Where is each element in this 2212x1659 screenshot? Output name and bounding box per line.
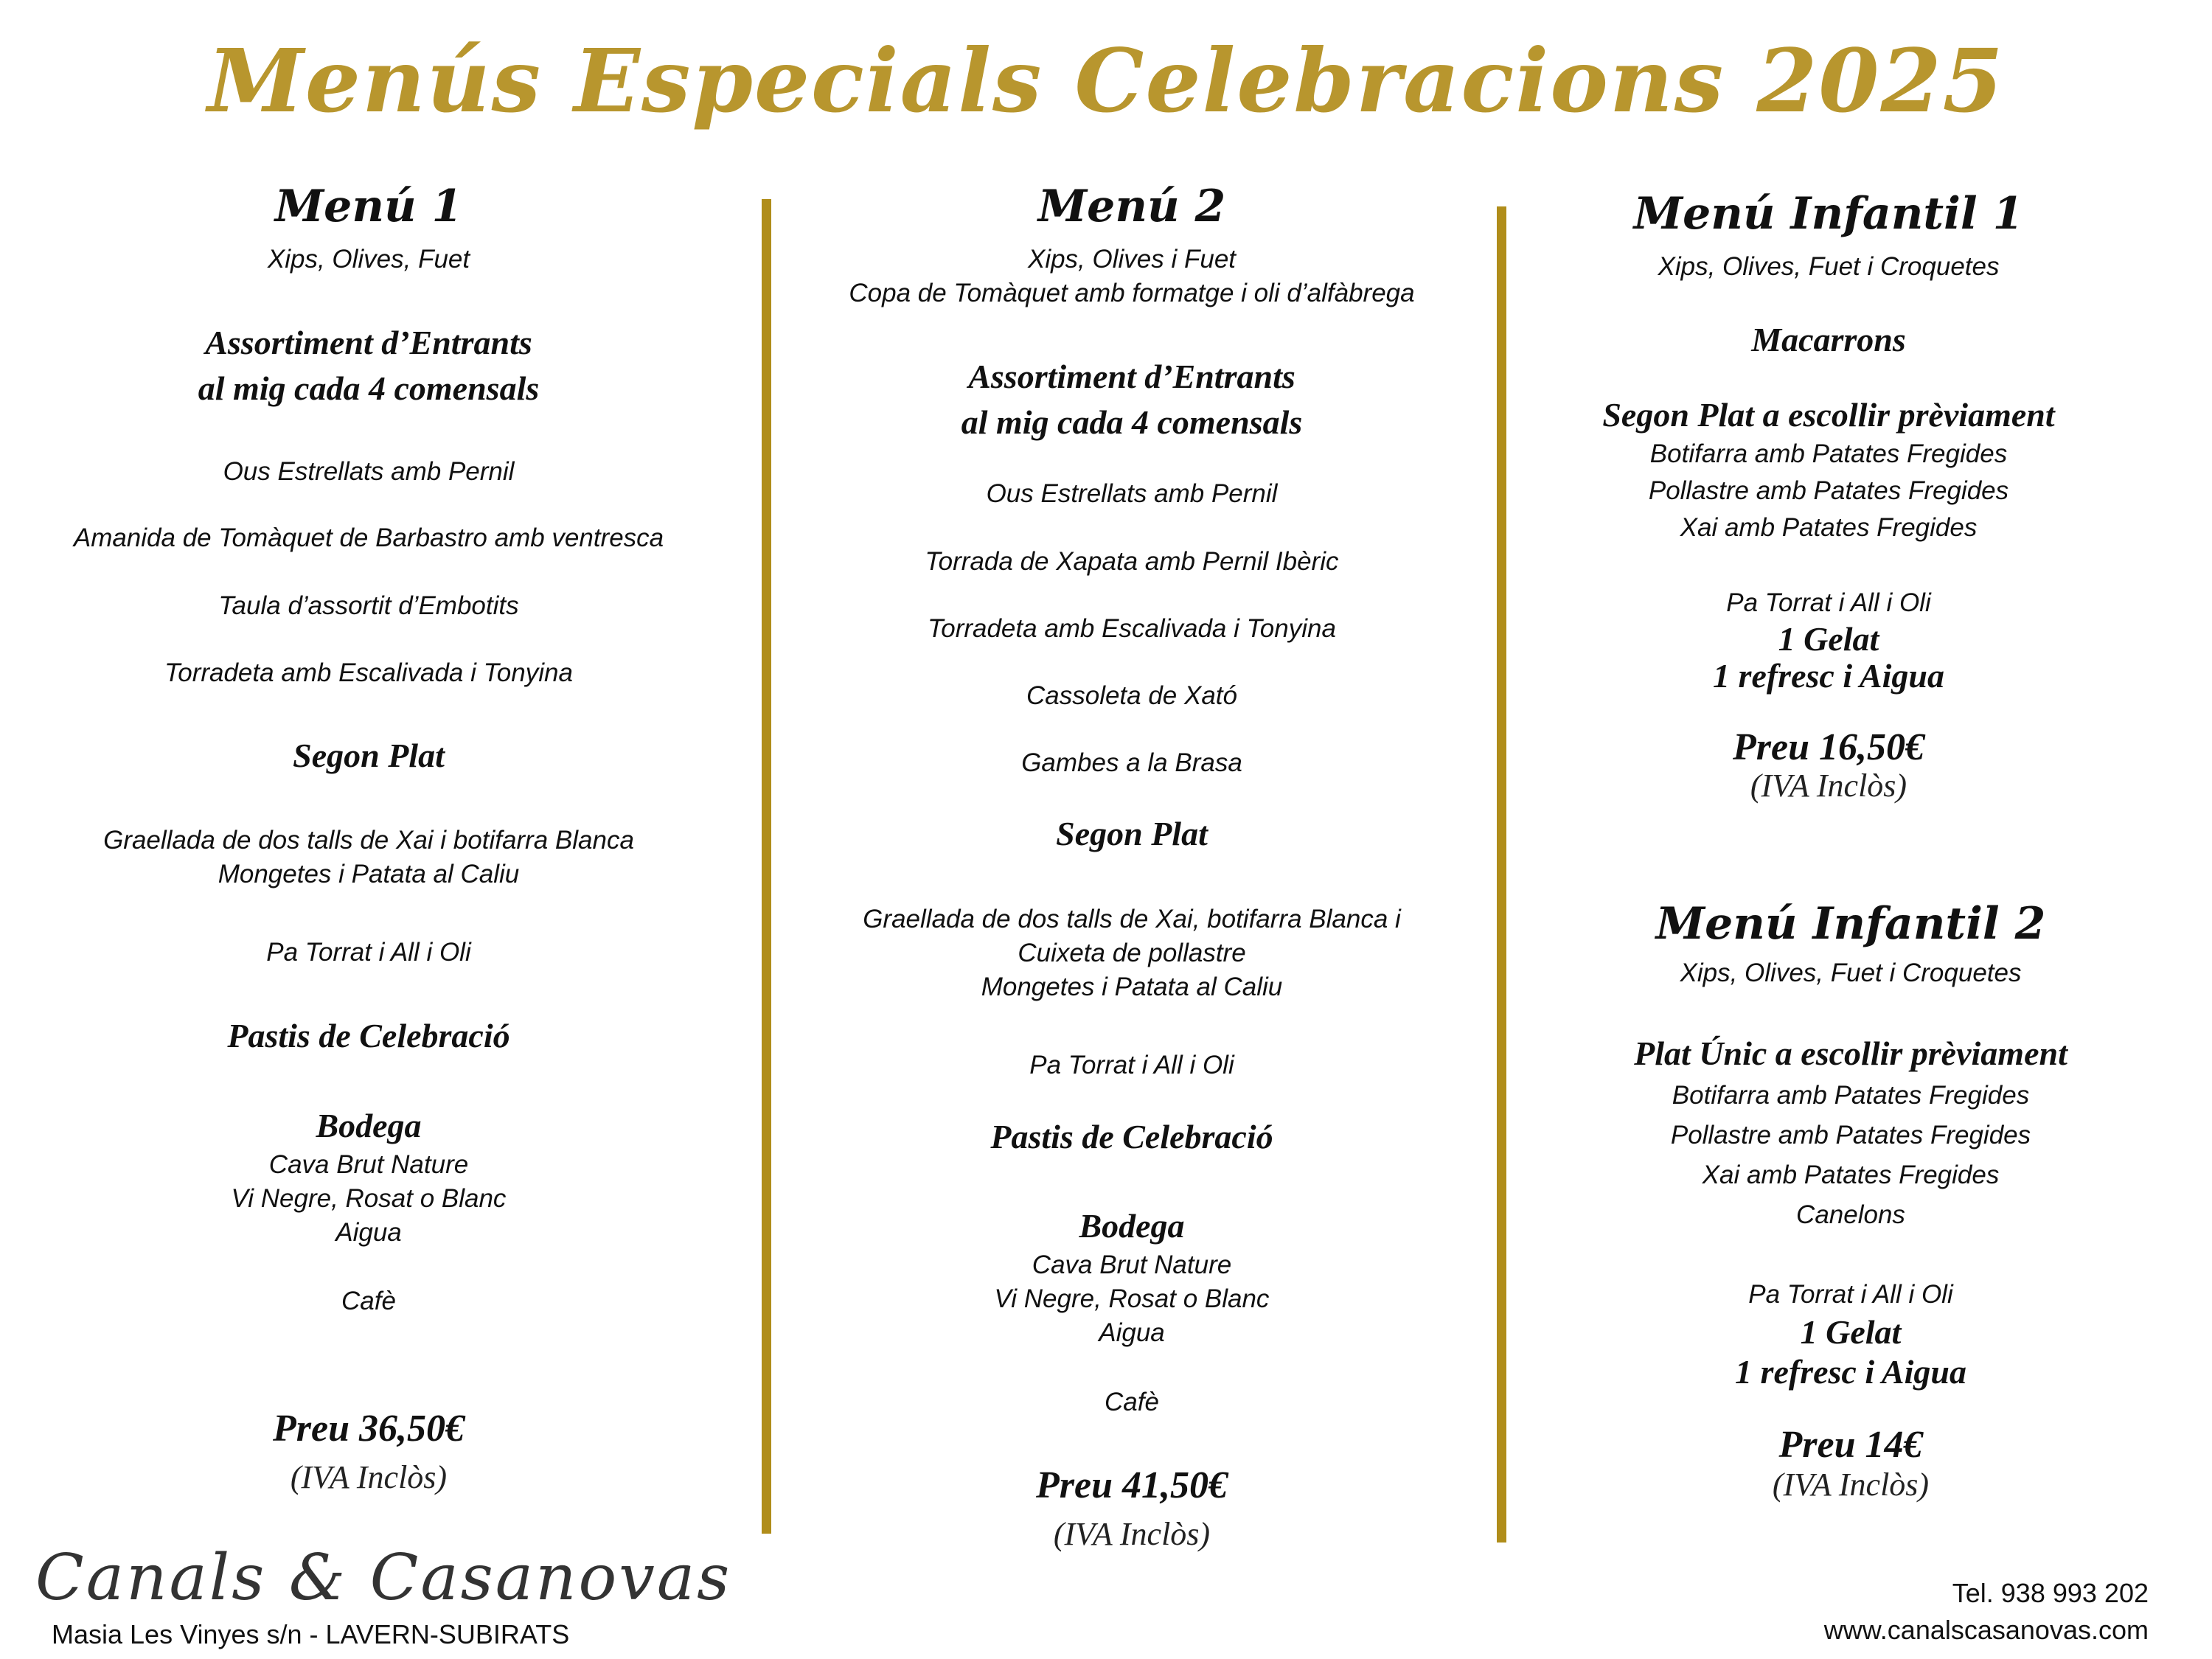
menu-2-entrant: Gambes a la Brasa [1021,748,1242,777]
menu-infantil-1-pa: Pa Torrat i All i Oli [1726,588,1931,617]
menu-infantil-2-price: Preu 14€ [1778,1424,1923,1466]
menu-2-iva: (IVA Inclòs) [1053,1516,1211,1552]
menu-2-entrant: Cassoleta de Xató [1026,681,1237,710]
menu-2-bodega-item: Cava Brut Nature [1032,1251,1232,1279]
menu-infantil-2-plat-item: Canelons [1796,1200,1905,1229]
website-link[interactable]: www.canalscasanovas.com [1823,1615,2149,1645]
menu-1-iva: (IVA Inclòs) [290,1459,448,1495]
brand-logo: Canals & Casanovas [35,1541,732,1615]
column-divider-right [1497,206,1506,1543]
menu-infantil-1-gelat: 1 Gelat [1778,620,1879,658]
menu-1-entrants-title: Assortiment d’Entrants [205,324,532,361]
menu-2-entrant: Torrada de Xapata amb Pernil Ibèric [925,547,1339,576]
menu-1-aperitiu: Xips, Olives, Fuet [267,245,470,274]
menu-2-pastis: Pastis de Celebració [990,1118,1273,1155]
menu-1-entrant: Amanida de Tomàquet de Barbastro amb ventresca [73,524,664,552]
menu-1-segon-line: Mongetes i Patata al Caliu [218,860,520,888]
menu-2-cafe: Cafè [1105,1388,1159,1416]
menu-infantil-1-primer: Macarrons [1751,321,1906,358]
menu-1-bodega-item: Cava Brut Nature [268,1150,469,1179]
menu-infantil-2-column [1563,848,2138,1556]
address: Masia Les Vinyes s/n - LAVERN-SUBIRATS [52,1619,570,1649]
menu-infantil-1-refresc: 1 refresc i Aigua [1713,657,1944,695]
menu-1-heading: Menú 1 [274,181,463,232]
menu-2-entrants-title: Assortiment d’Entrants [968,358,1295,395]
menu-2-entrant: Ous Estrellats amb Pernil [986,479,1278,508]
menu-2-aperitiu: Xips, Olives i Fuet [1027,245,1237,274]
menu-2-bodega-item: Vi Negre, Rosat o Blanc [994,1284,1270,1313]
menu-1-bodega-title: Bodega [316,1107,422,1144]
menu-2-segon-line: Graellada de dos talls de Xai, botifarra Blanca i [863,905,1401,933]
menu-1-entrants-subtitle: al mig cada 4 comensals [198,369,540,407]
menu-1-entrant: Ous Estrellats amb Pernil [223,457,515,486]
menu-infantil-2-plat-title: Plat Únic a escollir prèviament [1634,1034,2067,1072]
menu-infantil-2-aperitiu: Xips, Olives, Fuet i Croquetes [1680,959,2022,987]
menu-infantil-1-column [1541,0,2116,848]
menu-1-bodega-item: Aigua [335,1218,402,1247]
telephone: Tel. 938 993 202 [1952,1578,2149,1608]
page-title: Menús Especials Celebracions 2025 [207,29,2005,132]
menu-infantil-1-aperitiu: Xips, Olives, Fuet i Croquetes [1658,252,2000,281]
column-divider-left [762,199,771,1534]
menu-infantil-1-heading: Menú Infantil 1 [1633,188,2024,240]
menu-infantil-2-pa: Pa Torrat i All i Oli [1748,1280,1953,1309]
menu-1-column [15,0,723,1659]
menu-2-bodega-title: Bodega [1079,1207,1185,1245]
menu-infantil-1-price: Preu 16,50€ [1733,726,1924,768]
menu-1-pa: Pa Torrat i All i Oli [266,938,471,967]
menu-1-cafe: Cafè [341,1287,396,1315]
menu-1-segon-line: Graellada de dos talls de Xai i botifarra Blanca [103,826,634,855]
menu-infantil-2-heading: Menú Infantil 2 [1655,898,2046,950]
menu-1-entrant: Taula d’assortit d’Embotits [218,591,519,620]
menu-2-heading: Menú 2 [1037,181,1226,232]
menu-2-aperitiu: Copa de Tomàquet amb formatge i oli d’alfàbrega [849,279,1415,307]
menu-1-entrant: Torradeta amb Escalivada i Tonyina [164,658,573,687]
menu-2-entrants-subtitle: al mig cada 4 comensals [961,403,1303,441]
menu-2-bodega-item: Aigua [1099,1318,1165,1347]
menu-2-entrant: Torradeta amb Escalivada i Tonyina [928,614,1336,643]
menu-infantil-1-segon-item: Xai amb Patates Fregides [1680,513,1978,542]
menu-infantil-1-segon-title: Segon Plat a escollir prèviament [1602,396,2055,434]
menu-1-bodega-item: Vi Negre, Rosat o Blanc [231,1184,507,1213]
menu-infantil-2-iva: (IVA Inclòs) [1772,1467,1930,1503]
menu-infantil-1-iva: (IVA Inclòs) [1750,768,1907,804]
menu-2-segon-line: Mongetes i Patata al Caliu [981,973,1283,1001]
menu-infantil-2-plat-item: Xai amb Patates Fregides [1702,1161,2000,1189]
menu-2-pa: Pa Torrat i All i Oli [1029,1051,1234,1079]
menu-infantil-2-plat-item: Pollastre amb Patates Fregides [1670,1121,2031,1150]
menu-1-pastis: Pastis de Celebració [227,1017,510,1054]
menu-infantil-1-segon-item: Pollastre amb Patates Fregides [1648,476,2009,505]
menu-2-segon-title: Segon Plat [1056,815,1208,852]
menu-2-column [782,0,1482,1659]
menu-1-price: Preu 36,50€ [273,1408,465,1450]
menu-2-price: Preu 41,50€ [1036,1464,1228,1506]
menu-2-segon-line: Cuixeta de pollastre [1018,939,1246,967]
menu-infantil-2-gelat: 1 Gelat [1800,1313,1902,1351]
menu-1-segon-title: Segon Plat [293,737,445,774]
menu-infantil-2-plat-item: Botifarra amb Patates Fregides [1672,1081,2030,1110]
menu-infantil-1-segon-item: Botifarra amb Patates Fregides [1649,439,2008,468]
menu-infantil-2-refresc: 1 refresc i Aigua [1735,1353,1966,1391]
